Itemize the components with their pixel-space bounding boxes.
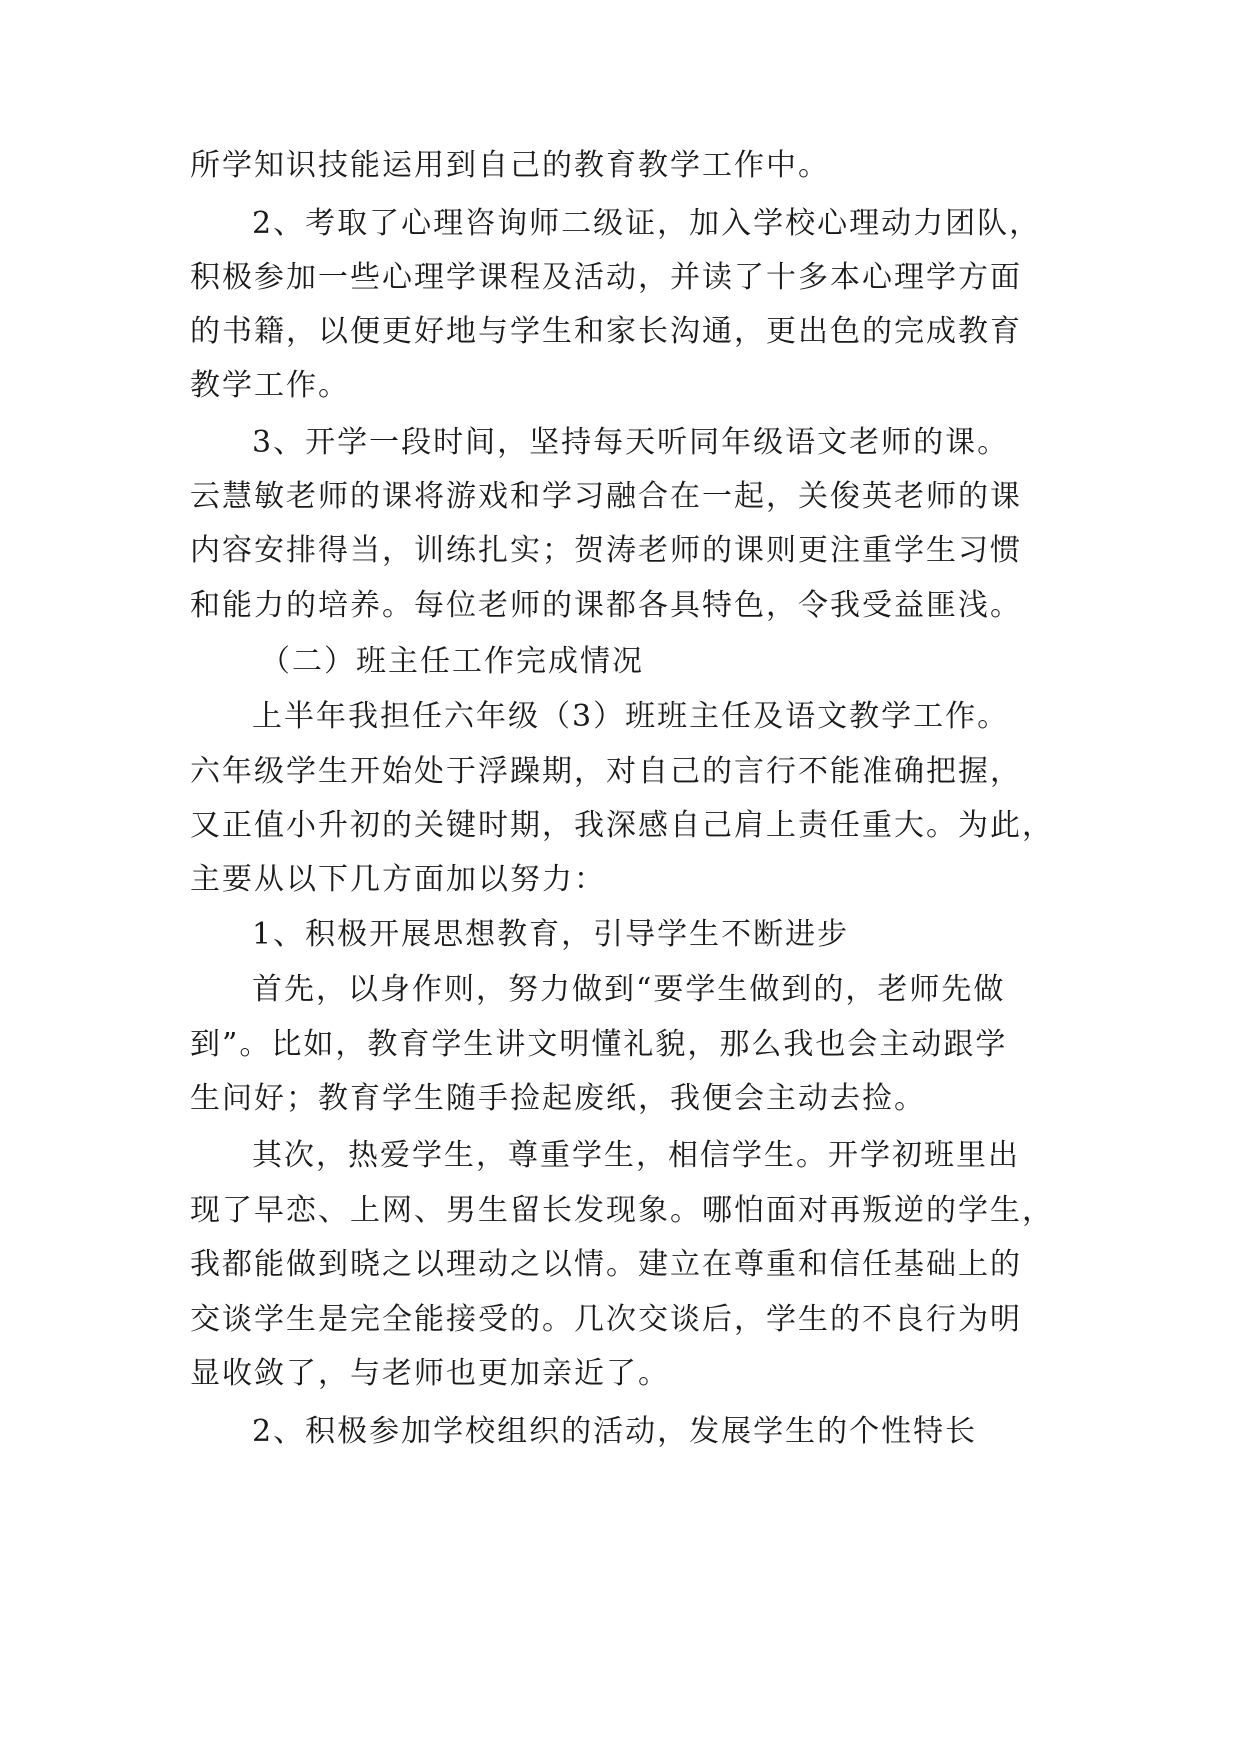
text-line: 上半年我担任六年级（3）班班主任及语文教学工作。: [252, 699, 1010, 734]
text-line: 和能力的培养。每位老师的课都各具特色，令我受益匪浅。: [190, 588, 1022, 623]
subsection-heading: 2、积极参加学校组织的活动，发展学生的个性特长: [252, 1414, 978, 1449]
text-line: 首先，以身作则，努力做到“要学生做到的，老师先做: [252, 972, 1006, 1007]
text-line: 的书籍，以便更好地与学生和家长沟通，更出色的完成教育: [190, 314, 1022, 349]
text-line: 2、考取了心理咨询师二级证，加入学校心理动力团队，: [252, 206, 1042, 241]
text-line: 交谈学生是完全能接受的。几次交谈后，学生的不良行为明: [190, 1302, 1022, 1337]
text-line: 显收敛了，与老师也更加亲近了。: [190, 1356, 670, 1391]
text-line: 云慧敏老师的课将游戏和学习融合在一起，关俊英老师的课: [190, 479, 1022, 514]
section-heading: （二）班主任工作完成情况: [260, 644, 644, 679]
text-line: 教学工作。: [190, 368, 350, 403]
text-line: 主要从以下几方面加以努力：: [190, 862, 606, 897]
text-line: 积极参加一些心理学课程及活动，并读了十多本心理学方面: [190, 260, 1022, 295]
text-line: 所学知识技能运用到自己的教育教学工作中。: [190, 148, 830, 183]
text-line: 其次，热爱学生，尊重学生，相信学生。开学初班里出: [252, 1138, 1020, 1173]
text-line: 内容安排得当，训练扎实；贺涛老师的课则更注重学生习惯: [190, 533, 1022, 568]
text-line: 生问好；教育学生随手捡起废纸，我便会主动去捡。: [190, 1081, 926, 1116]
text-line: 六年级学生开始处于浮躁期，对自己的言行不能准确把握，: [190, 754, 1022, 789]
text-line: 又正值小升初的关键时期，我深感自己肩上责任重大。为此，: [190, 808, 1054, 843]
text-line: 到”。比如，教育学生讲文明懂礼貌，那么我也会主动跟学: [190, 1027, 1008, 1062]
subsection-heading: 1、积极开展思想教育，引导学生不断进步: [252, 917, 850, 952]
text-line: 现了早恋、上网、男生留长发现象。哪怕面对再叛逆的学生，: [190, 1193, 1054, 1228]
text-line: 3、开学一段时间，坚持每天听同年级语文老师的课。: [252, 425, 1010, 460]
text-line: 我都能做到晓之以理动之以情。建立在尊重和信任基础上的: [190, 1247, 1022, 1282]
